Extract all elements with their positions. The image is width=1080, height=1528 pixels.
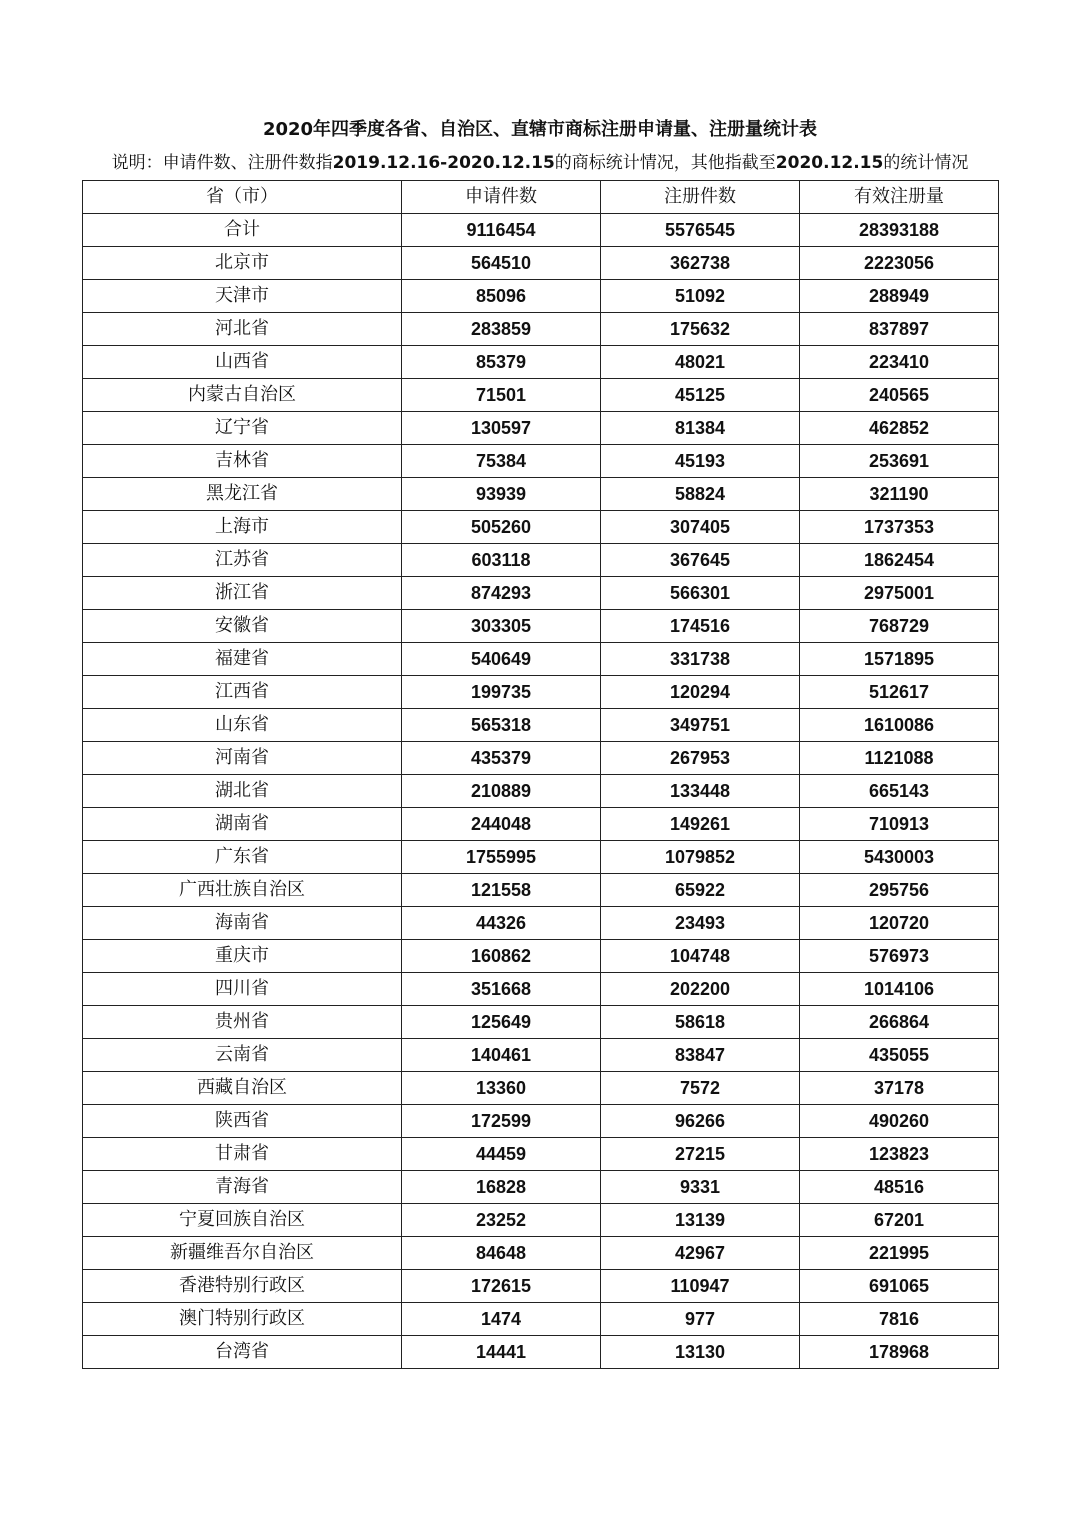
table-row <box>83 1237 999 1270</box>
registrations-cell: 977 <box>601 1303 800 1336</box>
table-row <box>83 1072 999 1105</box>
province-cell: 云南省 <box>83 1039 402 1072</box>
table-row <box>83 544 999 577</box>
registrations-cell: 13130 <box>601 1336 800 1369</box>
valid-registrations-cell: 37178 <box>800 1072 999 1105</box>
province-cell: 湖北省 <box>83 775 402 808</box>
registrations-cell: 13139 <box>601 1204 800 1237</box>
valid-registrations-cell: 1571895 <box>800 643 999 676</box>
province-cell: 河南省 <box>83 742 402 775</box>
table-row <box>83 907 999 940</box>
applications-cell: 540649 <box>402 643 601 676</box>
applications-cell: 16828 <box>402 1171 601 1204</box>
province-cell: 海南省 <box>83 907 402 940</box>
valid-registrations-cell: 1014106 <box>800 973 999 1006</box>
valid-registrations-cell: 321190 <box>800 478 999 511</box>
province-cell: 浙江省 <box>83 577 402 610</box>
applications-cell: 13360 <box>402 1072 601 1105</box>
province-cell: 上海市 <box>83 511 402 544</box>
applications-cell: 121558 <box>402 874 601 907</box>
registrations-cell: 120294 <box>601 676 800 709</box>
note-text-3: 的统计情况 <box>883 153 969 173</box>
registrations-cell: 367645 <box>601 544 800 577</box>
table-row <box>83 1039 999 1072</box>
valid-registrations-cell: 5430003 <box>800 841 999 874</box>
table-row <box>83 478 999 511</box>
registrations-cell: 104748 <box>601 940 800 973</box>
note-text-1: 说明：申请件数、注册件数指 <box>111 153 333 173</box>
valid-registrations-cell: 123823 <box>800 1138 999 1171</box>
registrations-cell: 566301 <box>601 577 800 610</box>
registrations-cell: 133448 <box>601 775 800 808</box>
province-cell: 河北省 <box>83 313 402 346</box>
province-cell: 湖南省 <box>83 808 402 841</box>
applications-cell: 44326 <box>402 907 601 940</box>
table-row <box>83 412 999 445</box>
table-row <box>83 577 999 610</box>
province-cell: 内蒙古自治区 <box>83 379 402 412</box>
header-registrations: 注册件数 <box>601 181 800 214</box>
table-header-row <box>83 181 999 214</box>
registrations-cell: 96266 <box>601 1105 800 1138</box>
valid-registrations-cell: 221995 <box>800 1237 999 1270</box>
valid-registrations-cell: 576973 <box>800 940 999 973</box>
registrations-cell: 202200 <box>601 973 800 1006</box>
province-cell: 宁夏回族自治区 <box>83 1204 402 1237</box>
province-cell: 江西省 <box>83 676 402 709</box>
header-province: 省（市） <box>83 181 402 214</box>
applications-cell: 210889 <box>402 775 601 808</box>
table-row <box>83 1270 999 1303</box>
province-cell: 西藏自治区 <box>83 1072 402 1105</box>
table-row <box>83 313 999 346</box>
applications-cell: 172615 <box>402 1270 601 1303</box>
registrations-cell: 5576545 <box>601 214 800 247</box>
applications-cell: 199735 <box>402 676 601 709</box>
statistics-table <box>82 180 999 1369</box>
valid-registrations-cell: 253691 <box>800 445 999 478</box>
applications-cell: 283859 <box>402 313 601 346</box>
table-row <box>83 874 999 907</box>
province-cell: 青海省 <box>83 1171 402 1204</box>
applications-cell: 140461 <box>402 1039 601 1072</box>
valid-registrations-cell: 266864 <box>800 1006 999 1039</box>
province-cell: 贵州省 <box>83 1006 402 1039</box>
province-cell: 安徽省 <box>83 610 402 643</box>
registrations-cell: 110947 <box>601 1270 800 1303</box>
registrations-cell: 174516 <box>601 610 800 643</box>
registrations-cell: 83847 <box>601 1039 800 1072</box>
valid-registrations-cell: 1862454 <box>800 544 999 577</box>
registrations-cell: 51092 <box>601 280 800 313</box>
applications-cell: 160862 <box>402 940 601 973</box>
valid-registrations-cell: 2975001 <box>800 577 999 610</box>
registrations-cell: 48021 <box>601 346 800 379</box>
valid-registrations-cell: 768729 <box>800 610 999 643</box>
valid-registrations-cell: 462852 <box>800 412 999 445</box>
table-row <box>83 280 999 313</box>
applications-cell: 172599 <box>402 1105 601 1138</box>
valid-registrations-cell: 67201 <box>800 1204 999 1237</box>
applications-cell: 125649 <box>402 1006 601 1039</box>
valid-registrations-cell: 1610086 <box>800 709 999 742</box>
applications-cell: 84648 <box>402 1237 601 1270</box>
province-cell: 重庆市 <box>83 940 402 973</box>
header-valid-registrations: 有效注册量 <box>800 181 999 214</box>
table-row <box>83 247 999 280</box>
table-row <box>83 511 999 544</box>
valid-registrations-cell: 512617 <box>800 676 999 709</box>
valid-registrations-cell: 691065 <box>800 1270 999 1303</box>
registrations-cell: 58824 <box>601 478 800 511</box>
province-cell: 福建省 <box>83 643 402 676</box>
table-row <box>83 379 999 412</box>
table-row <box>83 1006 999 1039</box>
province-cell: 四川省 <box>83 973 402 1006</box>
valid-registrations-cell: 435055 <box>800 1039 999 1072</box>
applications-cell: 564510 <box>402 247 601 280</box>
table-row <box>83 346 999 379</box>
applications-cell: 565318 <box>402 709 601 742</box>
valid-registrations-cell: 665143 <box>800 775 999 808</box>
applications-cell: 85379 <box>402 346 601 379</box>
page-title: 2020年四季度各省、自治区、直辖市商标注册申请量、注册量统计表 <box>262 119 818 140</box>
table-row <box>83 973 999 1006</box>
registrations-cell: 81384 <box>601 412 800 445</box>
province-cell: 新疆维吾尔自治区 <box>83 1237 402 1270</box>
registrations-cell: 42967 <box>601 1237 800 1270</box>
note-cutoff-date: 2020.12.15 <box>775 153 884 173</box>
province-cell: 广东省 <box>83 841 402 874</box>
total-row <box>83 214 999 247</box>
header-applications: 申请件数 <box>402 181 601 214</box>
province-cell: 台湾省 <box>83 1336 402 1369</box>
registrations-cell: 175632 <box>601 313 800 346</box>
province-cell: 甘肃省 <box>83 1138 402 1171</box>
applications-cell: 71501 <box>402 379 601 412</box>
table-row <box>83 1105 999 1138</box>
table-row <box>83 709 999 742</box>
registrations-cell: 1079852 <box>601 841 800 874</box>
registrations-cell: 307405 <box>601 511 800 544</box>
applications-cell: 244048 <box>402 808 601 841</box>
applications-cell: 603118 <box>402 544 601 577</box>
table-row <box>83 1303 999 1336</box>
valid-registrations-cell: 28393188 <box>800 214 999 247</box>
province-cell: 香港特别行政区 <box>83 1270 402 1303</box>
registrations-cell: 7572 <box>601 1072 800 1105</box>
province-cell: 澳门特别行政区 <box>83 1303 402 1336</box>
note-date-range: 2019.12.16-2020.12.15 <box>332 153 555 173</box>
applications-cell: 351668 <box>402 973 601 1006</box>
table-row <box>83 676 999 709</box>
table-row <box>83 775 999 808</box>
table-row <box>83 841 999 874</box>
registrations-cell: 58618 <box>601 1006 800 1039</box>
valid-registrations-cell: 837897 <box>800 313 999 346</box>
registrations-cell: 267953 <box>601 742 800 775</box>
applications-cell: 44459 <box>402 1138 601 1171</box>
table-row <box>83 1336 999 1369</box>
registrations-cell: 9331 <box>601 1171 800 1204</box>
applications-cell: 303305 <box>402 610 601 643</box>
valid-registrations-cell: 295756 <box>800 874 999 907</box>
applications-cell: 85096 <box>402 280 601 313</box>
province-cell: 黑龙江省 <box>83 478 402 511</box>
registrations-cell: 65922 <box>601 874 800 907</box>
table-note <box>0 150 1080 176</box>
applications-cell: 23252 <box>402 1204 601 1237</box>
province-cell: 山西省 <box>83 346 402 379</box>
valid-registrations-cell: 1121088 <box>800 742 999 775</box>
valid-registrations-cell: 288949 <box>800 280 999 313</box>
province-cell: 辽宁省 <box>83 412 402 445</box>
province-cell: 合计 <box>83 214 402 247</box>
province-cell: 吉林省 <box>83 445 402 478</box>
table-row <box>83 1204 999 1237</box>
registrations-cell: 349751 <box>601 709 800 742</box>
applications-cell: 435379 <box>402 742 601 775</box>
table-row <box>83 808 999 841</box>
province-cell: 广西壮族自治区 <box>83 874 402 907</box>
table-row <box>83 643 999 676</box>
valid-registrations-cell: 2223056 <box>800 247 999 280</box>
table-row <box>83 940 999 973</box>
province-cell: 北京市 <box>83 247 402 280</box>
note-text-2: 的商标统计情况，其他指截至 <box>554 153 776 173</box>
applications-cell: 874293 <box>402 577 601 610</box>
province-cell: 陕西省 <box>83 1105 402 1138</box>
applications-cell: 130597 <box>402 412 601 445</box>
applications-cell: 9116454 <box>402 214 601 247</box>
registrations-cell: 45125 <box>601 379 800 412</box>
applications-cell: 75384 <box>402 445 601 478</box>
table-row <box>83 1171 999 1204</box>
applications-cell: 1474 <box>402 1303 601 1336</box>
table-body <box>83 214 999 1369</box>
applications-cell: 93939 <box>402 478 601 511</box>
valid-registrations-cell: 7816 <box>800 1303 999 1336</box>
valid-registrations-cell: 120720 <box>800 907 999 940</box>
registrations-cell: 362738 <box>601 247 800 280</box>
province-cell: 江苏省 <box>83 544 402 577</box>
table-row <box>83 742 999 775</box>
registrations-cell: 23493 <box>601 907 800 940</box>
valid-registrations-cell: 223410 <box>800 346 999 379</box>
registrations-cell: 331738 <box>601 643 800 676</box>
valid-registrations-cell: 240565 <box>800 379 999 412</box>
province-cell: 天津市 <box>83 280 402 313</box>
registrations-cell: 149261 <box>601 808 800 841</box>
registrations-cell: 27215 <box>601 1138 800 1171</box>
table-row <box>83 445 999 478</box>
applications-cell: 1755995 <box>402 841 601 874</box>
table-row <box>83 1138 999 1171</box>
valid-registrations-cell: 48516 <box>800 1171 999 1204</box>
valid-registrations-cell: 178968 <box>800 1336 999 1369</box>
valid-registrations-cell: 710913 <box>800 808 999 841</box>
applications-cell: 14441 <box>402 1336 601 1369</box>
applications-cell: 505260 <box>402 511 601 544</box>
valid-registrations-cell: 1737353 <box>800 511 999 544</box>
table-row <box>83 610 999 643</box>
registrations-cell: 45193 <box>601 445 800 478</box>
valid-registrations-cell: 490260 <box>800 1105 999 1138</box>
province-cell: 山东省 <box>83 709 402 742</box>
